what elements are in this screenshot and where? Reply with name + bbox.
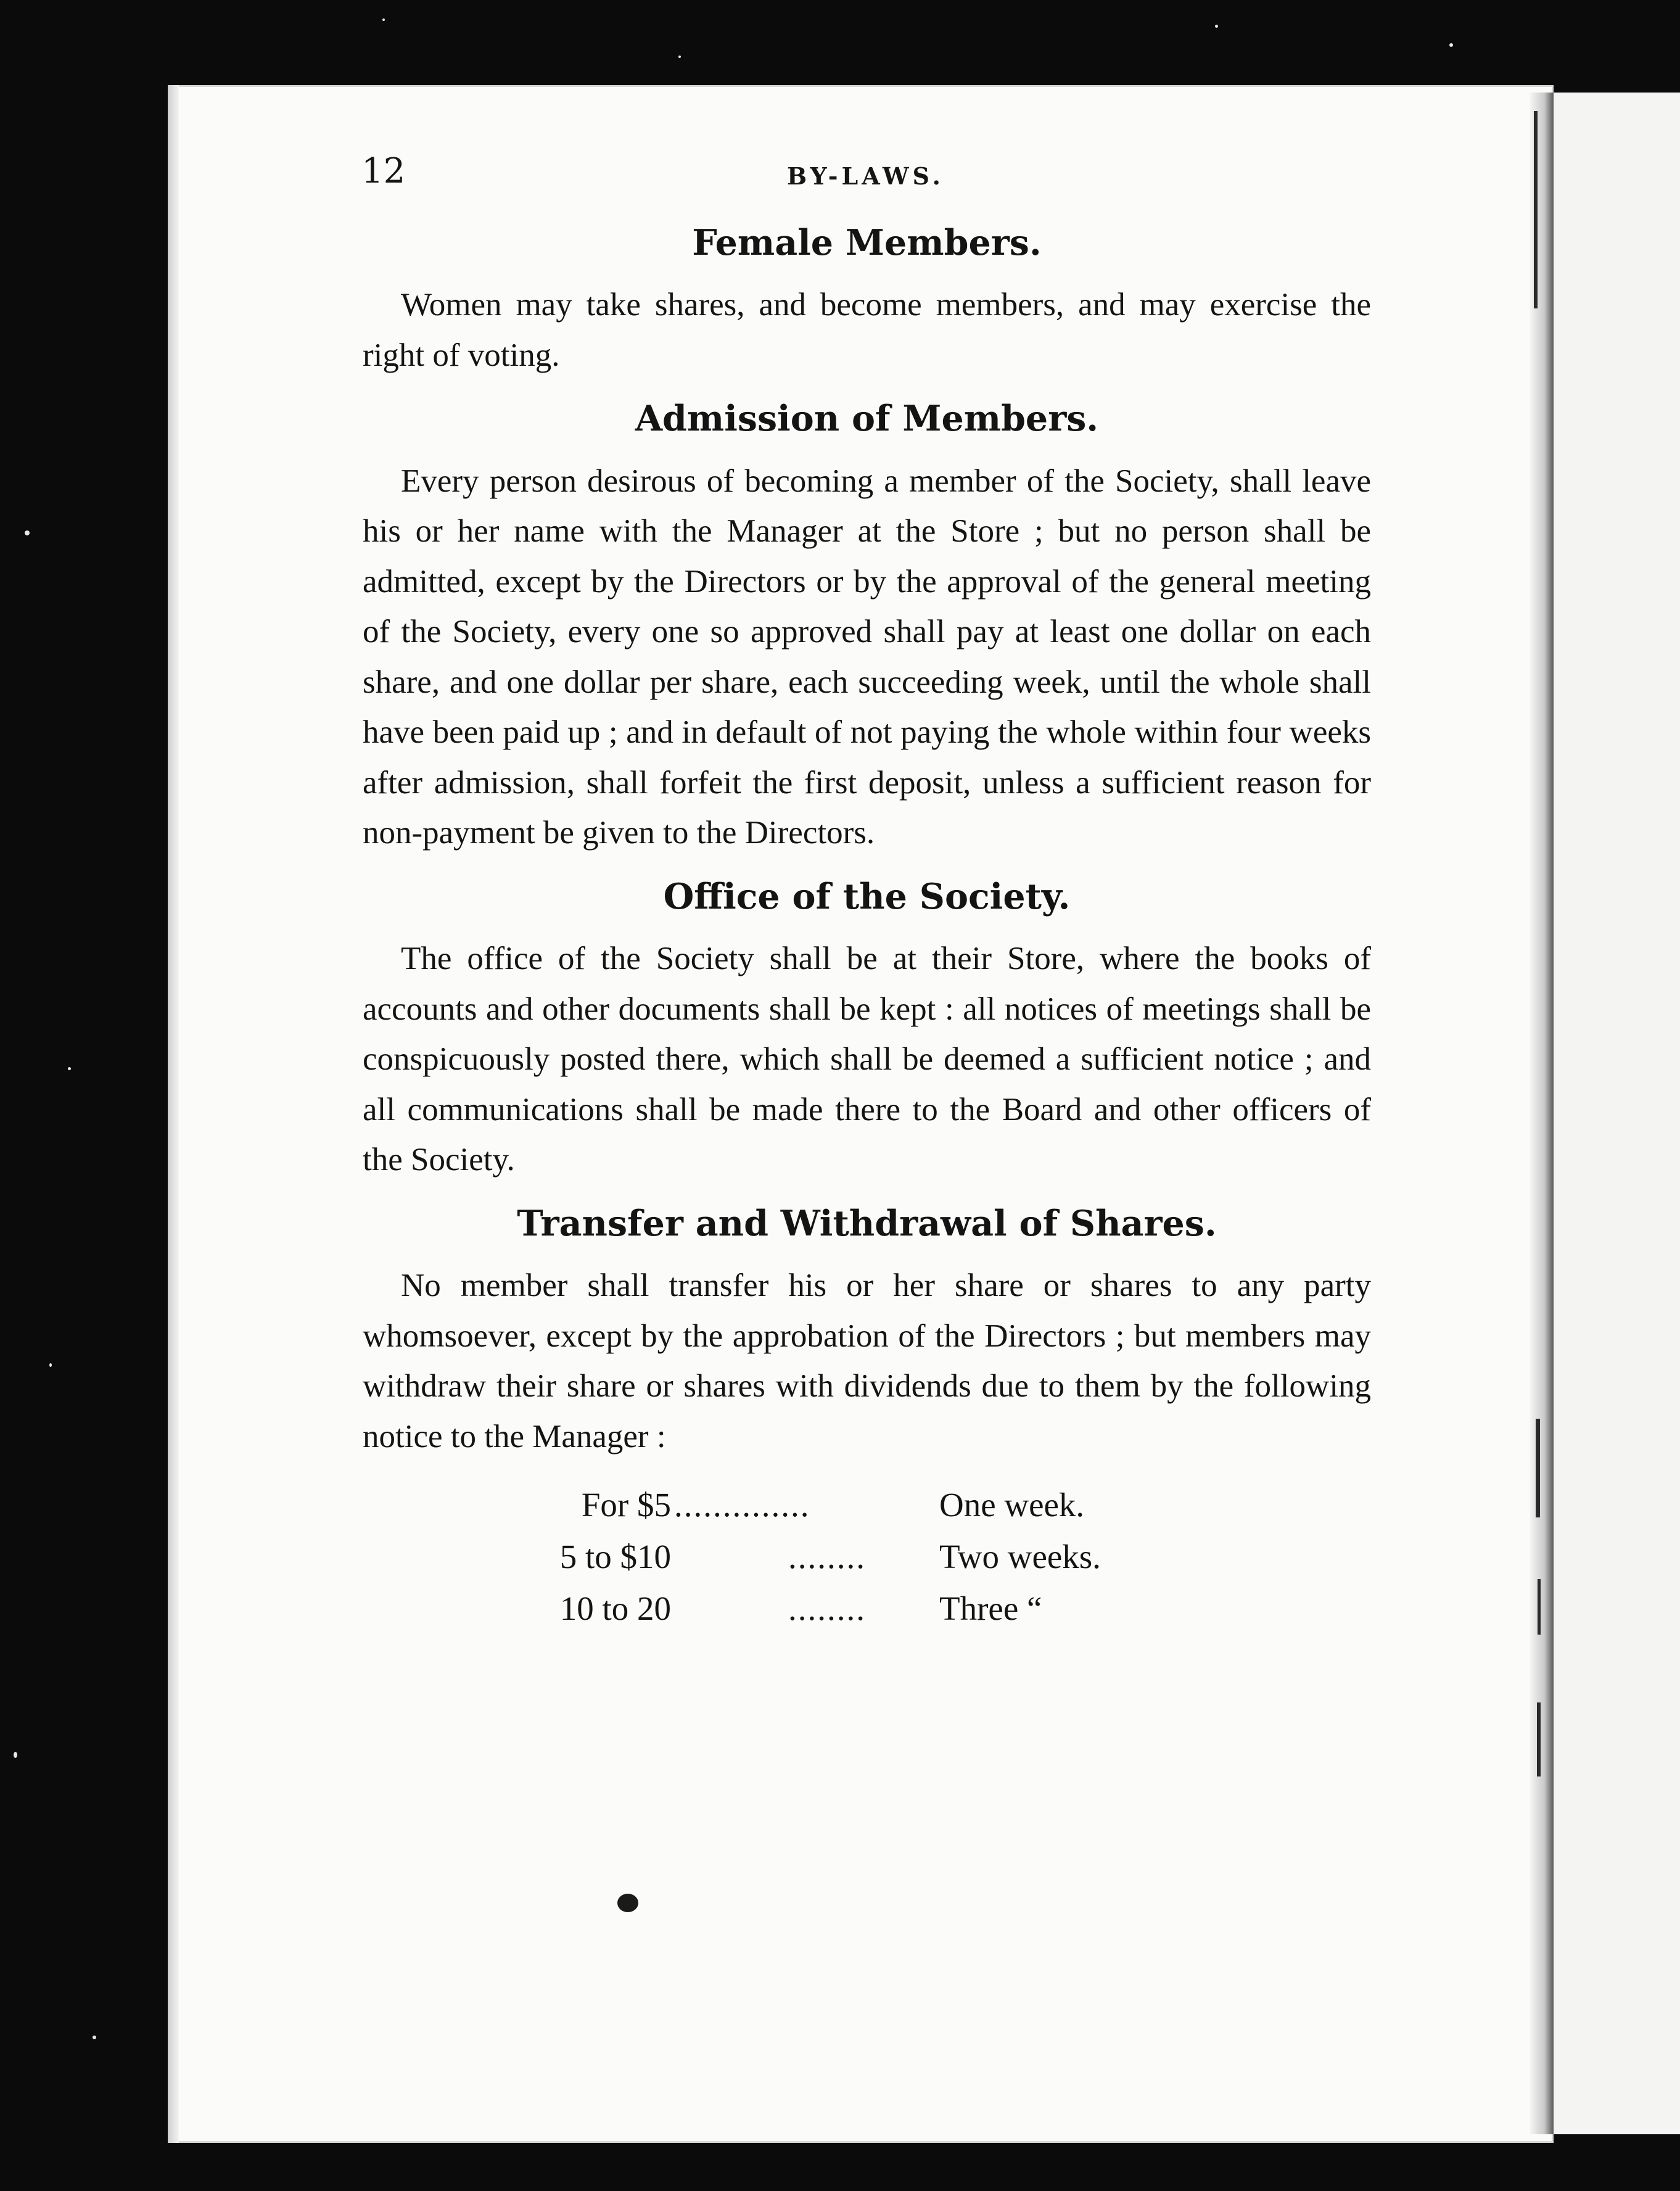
page-number: 12 bbox=[361, 151, 406, 191]
binding-shadow bbox=[1530, 93, 1554, 2134]
running-head bbox=[361, 151, 1379, 194]
section-paragraph: Women may take shares, and become members, and may exercise the right of voting. bbox=[363, 287, 1371, 373]
section-office-of-the-society bbox=[363, 876, 1371, 1186]
section-heading: Office of the Society. bbox=[663, 875, 1071, 917]
schedule-period: Two weeks. bbox=[939, 1538, 1101, 1576]
section-transfer-and-withdrawal bbox=[363, 1203, 1371, 1462]
section-paragraph: No member shall transfer his or her share or shares to any party whomsoever, except by the approbation of the Directors ; but members may withdraw their share or shares with dividends due to them by the following notice to the Manager : bbox=[363, 1268, 1371, 1454]
schedule-row bbox=[363, 1583, 1371, 1635]
section-heading: Female Members. bbox=[692, 222, 1042, 263]
section-heading: Admission of Members. bbox=[635, 398, 1099, 440]
schedule-leader-dots: ........ bbox=[788, 1538, 866, 1576]
section-paragraph: The office of the Society shall be at their Store, where the books of accounts and other documents shall be kept : all notices of meetings shall be conspicuously posted there, which shall be deemed a sufficient notice ; and all communications shall be made there to the Board and other officers of the Society. bbox=[363, 941, 1371, 1178]
schedule-row bbox=[363, 1479, 1371, 1531]
running-title: BY-LAWS. bbox=[787, 162, 944, 190]
facing-page-edge bbox=[1554, 93, 1680, 2134]
schedule-period: Three “ bbox=[939, 1590, 1042, 1628]
section-heading: Transfer and Withdrawal of Shares. bbox=[517, 1202, 1217, 1244]
schedule-amount: 10 to 20 bbox=[559, 1590, 671, 1628]
schedule-leader-dots: ........ bbox=[788, 1590, 866, 1628]
notice-schedule bbox=[363, 1479, 1371, 1635]
schedule-period: One week. bbox=[939, 1486, 1085, 1524]
section-paragraph: Every person desirous of becoming a member of the Society, shall leave his or her name with the Manager at the Store ; but no person shall be admitted, except by the Directors or by the approval of the general meeting of the Society, every one so approved shall pay at least one dollar on each share, and one dollar per share, each succeeding week, until the whole shall have been paid up ; and in default of not paying the whole within four weeks after admission, shall forfeit the first deposit, unless a sufficient reason for non-payment be given to the Directors. bbox=[363, 463, 1371, 851]
schedule-leader-dots: .............. bbox=[674, 1486, 810, 1524]
schedule-row bbox=[363, 1531, 1371, 1583]
section-female-members bbox=[363, 222, 1371, 381]
ink-blot bbox=[617, 1894, 638, 1912]
schedule-amount: 5 to $10 bbox=[559, 1538, 671, 1576]
page-edge bbox=[168, 85, 179, 2143]
page-content bbox=[363, 222, 1371, 1635]
section-admission-of-members bbox=[363, 398, 1371, 858]
schedule-amount: For $5 bbox=[581, 1486, 671, 1524]
